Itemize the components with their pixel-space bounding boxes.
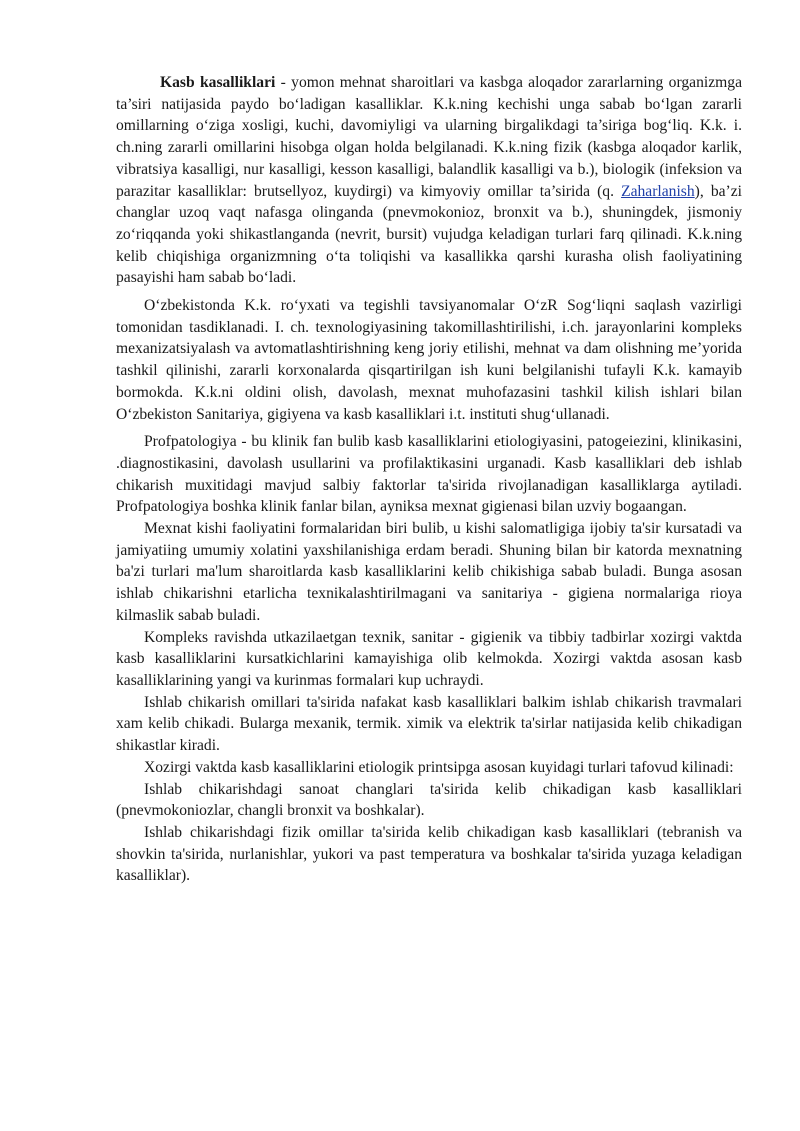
definition-text-part1: - yomon mehnat sharoitlari va kasbga aloqador zararlarning organizmga ta’siri natijasida paydo bo‘ladigan kasalliklar. K.k.ning kechishi unga sabab bo‘lgan zararli omillarning o‘ziga xosligi, kuchi, davomiyligi va ularning birgalikdagi ta’siriga bog‘liq. K.k. i. ch.ning zararli omillarini hisobga olgan holda belgilanadi. K.k.ning fizik (kasbga aloqador karlik, vibratsiya kasalligi, nur kasalligi, kesson kasalligi, balandlik kasalligi va b.), biologik (infeksion va parazitar kasalliklar: brutsellyoz, kuydirgi) va kimyoviy omillar ta’sirida (q.	[116, 74, 742, 200]
paragraph-uzbekistan: O‘zbekistonda K.k. ro‘yxati va tegishli tavsiyanomalar O‘zR Sog‘liqni saqlash vazirligi tomonidan tasdiklanadi. I. ch. texnologiyasining takomillashtirilishi, i.ch. jarayonlarini kompleks mexanizatsiyalash va avtomatlashtirishning keng joriy etilishi, mehnat va dam olishning me’yorida tashkil qilinishi, zararli korxonalarda qisqartirilgan ish kuni belgilanishi tufayli K.k. kamayib bormokda. K.k.ni oldini olish, davolash, mexnat muhofazasini tashkil kilish ishlari bilan O‘zbekiston Sanitariya, gigiyena va kasb kasalliklari i.t. instituti shug‘ullanadi.	[116, 297, 742, 423]
paragraph-ishlab-chikarish-omillari: Ishlab chikarish omillari ta'sirida nafakat kasb kasalliklari balkim ishlab chikarish travmalari xam kelib chikadi. Bularga mexanik, termik. ximik va elektrik ta'sirlar natijasida kelib chikadigan shikastlar kiradi.	[116, 693, 742, 755]
paragraph-fizik-omillar: Ishlab chikarishdagi fizik omillar ta'sirida kelib chikadigan kasb kasalliklari (tebranish va shovkin ta'sirida, nurlanishlar, yukori va past temperatura va boshkalar ta'sirida yuzaga keladigan kasalliklar).	[116, 823, 742, 885]
paragraph-profpatologiya: Profpatologiya - bu klinik fan bulib kasb kasalliklarini etiologiyasini, patogeiezini, klinikasini, .diagnostikasini, davolash usullarini va profilaktikasini urganadi. Kasb kasalliklari deb ishlab chikarish muxitidagi mavjud salbiy faktorlar ta'sirida rivojlanadigan kasalliklarga aytiladi. Profpatologiya boshka klinik fanlar bilan, ayniksa mexnat gigienasi bilan uzviy bogaangan.	[116, 433, 742, 516]
term-heading: Kasb kasalliklari	[160, 74, 276, 91]
document-page	[116, 72, 742, 887]
paragraph-mexnat: Mexnat kishi faoliyatini formalaridan biri bulib, u kishi salomatligiga ijobiy ta'sir kursatadi va jamiyatiing umumiy xolatini yaxshilanishiga erdam beradi. Shuning bilan bir katorda mexnatning ba'zi turlari ma'lum sharoitlarda kasb kasalliklarini kelib chikishiga sabab buladi. Bunga asosan ishlab chikarishni etarlicha texnikalashtirilmagani va sanitariya - gigiena normalariga rioya kilmaslik sabab buladi.	[116, 520, 742, 624]
paragraph-etiologik: Xozirgi vaktda kasb kasalliklarini etiologik printsipga asosan kuyidagi turlari tafovud kilinadi:	[144, 758, 734, 776]
definition-text-part2: ), ba’zi changlar uzoq vaqt nafasga olinganda (pnevmokonioz, bronxit va b.), shuningdek, jismoniy zo‘riqqanda yoki shikastlanganda (nevrit, bursit) vujudga keladigan turlari farq qilinadi. K.k.ning kelib chiqishiga organizmning o‘ta toliqishi va kasallikka qarshi kurasha olish faoliyatining pasayishi ham sabab bo‘ladi.	[116, 182, 742, 287]
paragraph-definition	[116, 72, 742, 289]
zaharlanish-link[interactable]: Zaharlanish	[621, 182, 695, 200]
paragraph-sanoat-changlari: Ishlab chikarishdagi sanoat changlari ta'sirida kelib chikadigan kasb kasalliklari (pnevmokoniozlar, changli bronxit va boshkalar).	[116, 780, 742, 820]
paragraph-kompleks: Kompleks ravishda utkazilaetgan texnik, sanitar - gigienik va tibbiy tadbirlar xozirgi vaktda kasb kasalliklarini kursatkichlarini kamayishiga olib kelmokda. Xozirgi vaktda asosan kasb kasalliklarining yangi va kurinmas formalari kup uchraydi.	[116, 628, 742, 689]
